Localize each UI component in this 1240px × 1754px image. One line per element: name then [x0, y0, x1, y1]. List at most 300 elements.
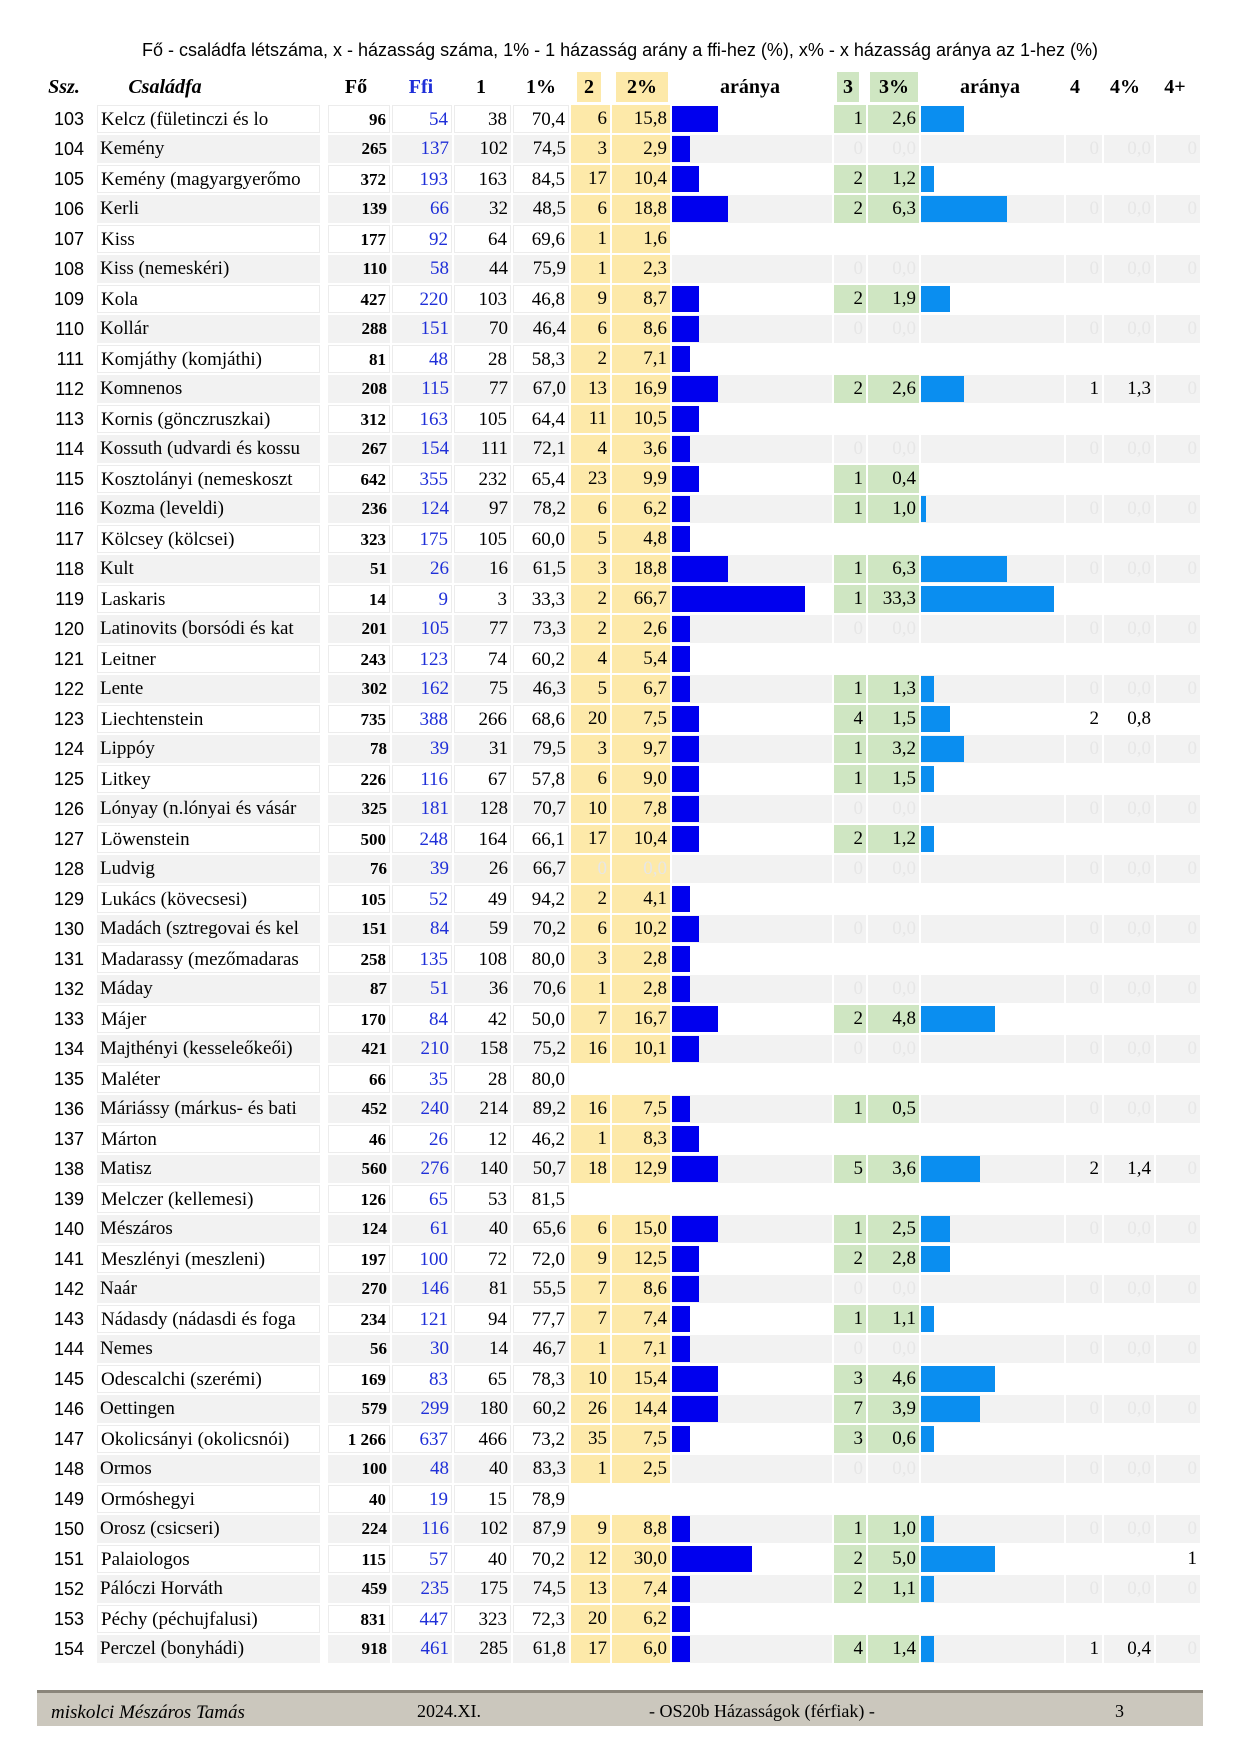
marriage-3-count: 0	[834, 795, 866, 823]
table-row	[0, 614, 1240, 644]
marriage-3-ratio-bar-cell	[921, 885, 1064, 913]
male-count-ffi: 235	[392, 1575, 452, 1603]
marriage-4plus-count	[1156, 105, 1200, 133]
marriage-4-percent: 0,0	[1104, 195, 1154, 223]
male-count-ffi: 123	[392, 645, 452, 673]
marriage-2-count: 10	[571, 795, 610, 823]
marriage-4-percent	[1104, 1005, 1154, 1033]
marriage-1-count: 64	[454, 225, 511, 253]
marriage-3-count: 1	[834, 1515, 866, 1543]
marriage-2-percent: 9,9	[612, 465, 670, 493]
row-number: 140	[53, 1219, 84, 1239]
table-row	[0, 254, 1240, 284]
header-ssz: Ssz.	[48, 76, 80, 98]
male-count-ffi: 26	[392, 1125, 452, 1153]
marriage-3-ratio-bar-cell	[921, 825, 1064, 853]
marriage-4-percent: 0,0	[1104, 555, 1154, 583]
header-csaladfa: Családfa	[128, 76, 202, 98]
marriage-2-ratio-bar-cell	[672, 405, 832, 433]
marriage-2-ratio-bar-cell	[672, 165, 832, 193]
family-name: Matisz	[97, 1155, 320, 1183]
marriage-3-count: 2	[834, 825, 866, 853]
marriage-2-ratio-bar	[672, 316, 699, 342]
marriage-1-percent: 81,5	[513, 1185, 569, 1213]
male-count-ffi: 105	[392, 615, 452, 643]
marriage-4-percent: 0,0	[1104, 135, 1154, 163]
marriage-4-count: 0	[1066, 435, 1102, 463]
headcount-fo: 323	[328, 525, 390, 553]
headcount-fo: 197	[328, 1245, 390, 1273]
marriage-2-ratio-bar-cell	[672, 1125, 832, 1153]
table-row	[0, 1334, 1240, 1364]
marriage-1-count: 102	[454, 1515, 511, 1543]
marriage-2-ratio-bar	[672, 946, 690, 972]
marriage-1-percent: 61,5	[513, 555, 569, 583]
marriage-1-percent: 87,9	[513, 1515, 569, 1543]
row-number: 121	[53, 649, 84, 669]
family-name: Kerli	[97, 195, 320, 223]
marriage-2-ratio-bar	[672, 1126, 699, 1152]
marriage-3-ratio-bar-cell	[921, 1095, 1064, 1123]
marriage-1-count: 44	[454, 255, 511, 283]
marriage-2-ratio-bar-cell	[672, 1515, 832, 1543]
male-count-ffi: 276	[392, 1155, 452, 1183]
marriage-3-percent: 1,2	[868, 825, 919, 853]
table-row	[0, 344, 1240, 374]
marriage-1-percent: 70,2	[513, 1545, 569, 1573]
marriage-3-percent: 4,8	[868, 1005, 919, 1033]
male-count-ffi: 240	[392, 1095, 452, 1123]
marriage-3-percent: 6,3	[868, 195, 919, 223]
marriage-4-percent	[1104, 945, 1154, 973]
family-name: Kult	[97, 555, 320, 583]
marriage-4-percent	[1104, 1125, 1154, 1153]
marriage-2-percent: 0,0	[612, 855, 670, 883]
marriage-3-ratio-bar	[921, 736, 964, 762]
marriage-3-ratio-bar-cell	[921, 1185, 1064, 1213]
family-name: Madách (sztregovai és kel	[97, 915, 320, 943]
marriage-1-percent: 70,2	[513, 915, 569, 943]
marriage-1-percent: 67,0	[513, 375, 569, 403]
marriage-3-ratio-bar-cell	[921, 1635, 1064, 1663]
marriage-4plus-count: 0	[1156, 255, 1200, 283]
marriage-2-ratio-bar	[672, 436, 690, 462]
marriage-2-count: 1	[571, 975, 610, 1003]
marriage-3-ratio-bar-cell	[921, 915, 1064, 943]
headcount-fo: 124	[328, 1215, 390, 1243]
marriage-1-percent: 74,5	[513, 1575, 569, 1603]
marriage-4plus-count	[1156, 1065, 1200, 1093]
marriage-3-percent	[868, 1065, 919, 1093]
marriage-4plus-count	[1156, 225, 1200, 253]
marriage-3-ratio-bar	[921, 1426, 934, 1452]
table-row	[0, 464, 1240, 494]
marriage-2-ratio-bar-cell	[672, 1395, 832, 1423]
headcount-fo: 421	[328, 1035, 390, 1063]
marriage-1-percent: 83,3	[513, 1455, 569, 1483]
marriage-4-percent	[1104, 1185, 1154, 1213]
marriage-1-count: 32	[454, 195, 511, 223]
family-name: Okolicsányi (okolicsnói)	[97, 1425, 320, 1453]
marriage-4plus-count	[1156, 285, 1200, 313]
marriage-2-ratio-bar-cell	[672, 135, 832, 163]
row-number: 135	[53, 1069, 84, 1089]
marriage-4-percent	[1104, 465, 1154, 493]
marriage-2-ratio-bar-cell	[672, 1245, 832, 1273]
marriage-2-ratio-bar-cell	[672, 1035, 832, 1063]
row-number: 131	[53, 949, 84, 969]
marriage-3-count: 7	[834, 1395, 866, 1423]
table-row	[0, 944, 1240, 974]
marriage-3-ratio-bar-cell	[921, 1395, 1064, 1423]
marriage-3-percent: 2,6	[868, 375, 919, 403]
marriage-1-percent: 89,2	[513, 1095, 569, 1123]
marriage-3-count: 0	[834, 855, 866, 883]
marriage-3-count: 0	[834, 915, 866, 943]
table-row	[0, 674, 1240, 704]
marriage-3-ratio-bar-cell	[921, 315, 1064, 343]
marriage-4plus-count	[1156, 165, 1200, 193]
table-row	[0, 1604, 1240, 1634]
marriage-2-ratio-bar-cell	[672, 855, 832, 883]
row-number: 124	[53, 739, 84, 759]
marriage-1-count: 102	[454, 135, 511, 163]
marriage-2-ratio-bar-cell	[672, 705, 832, 733]
marriage-3-ratio-bar-cell	[921, 1455, 1064, 1483]
row-number: 114	[55, 439, 84, 459]
marriage-2-ratio-bar	[672, 1006, 718, 1032]
marriage-2-ratio-bar-cell	[672, 585, 832, 613]
marriage-1-count: 53	[454, 1185, 511, 1213]
marriage-4-count	[1066, 1185, 1102, 1213]
marriage-3-ratio-bar-cell	[921, 1335, 1064, 1363]
table-row	[0, 434, 1240, 464]
marriage-2-percent	[612, 1485, 670, 1513]
marriage-1-count: 180	[454, 1395, 511, 1423]
table-row	[0, 734, 1240, 764]
marriage-2-count: 2	[571, 615, 610, 643]
marriage-2-count: 4	[571, 645, 610, 673]
marriage-3-ratio-bar-cell	[921, 1425, 1064, 1453]
marriage-3-ratio-bar-cell	[921, 165, 1064, 193]
marriage-4-count	[1066, 1605, 1102, 1633]
marriage-3-count: 3	[834, 1425, 866, 1453]
marriage-1-count: 323	[454, 1605, 511, 1633]
male-count-ffi: 9	[392, 585, 452, 613]
marriage-2-count: 7	[571, 1005, 610, 1033]
marriage-3-count: 0	[834, 315, 866, 343]
marriage-2-ratio-bar-cell	[672, 285, 832, 313]
row-number: 117	[55, 529, 84, 549]
table-row	[0, 704, 1240, 734]
row-number: 108	[53, 259, 84, 279]
marriage-2-ratio-bar	[672, 1636, 690, 1662]
male-count-ffi: 48	[392, 345, 452, 373]
marriage-3-percent: 1,9	[868, 285, 919, 313]
family-name: Nádasdy (nádasdi és foga	[97, 1305, 320, 1333]
marriage-3-ratio-bar	[921, 706, 950, 732]
marriage-4plus-count	[1156, 1125, 1200, 1153]
marriage-4plus-count: 0	[1156, 1395, 1200, 1423]
marriage-1-percent: 60,2	[513, 645, 569, 673]
marriage-3-ratio-bar-cell	[921, 675, 1064, 703]
marriage-3-percent: 0,0	[868, 255, 919, 283]
table-row	[0, 1124, 1240, 1154]
marriage-3-percent: 0,5	[868, 1095, 919, 1123]
marriage-3-count	[834, 1065, 866, 1093]
marriage-4-count	[1066, 885, 1102, 913]
marriage-4-percent: 0,8	[1127, 708, 1151, 729]
marriage-3-ratio-bar-cell	[921, 1155, 1064, 1183]
marriage-3-ratio-bar-cell	[921, 465, 1064, 493]
marriage-3-count: 2	[834, 1245, 866, 1273]
marriage-3-percent: 0,0	[868, 855, 919, 883]
marriage-3-percent	[868, 525, 919, 553]
marriage-4-count	[1066, 645, 1102, 673]
marriage-3-percent: 3,9	[868, 1395, 919, 1423]
row-number: 113	[55, 409, 84, 429]
marriage-4-percent	[1104, 1425, 1154, 1453]
marriage-1-percent: 55,5	[513, 1275, 569, 1303]
headcount-fo: 243	[328, 645, 390, 673]
marriage-3-ratio-bar-cell	[921, 645, 1064, 673]
marriage-4plus-count	[1156, 885, 1200, 913]
male-count-ffi: 35	[392, 1065, 452, 1093]
male-count-ffi: 154	[392, 435, 452, 463]
marriage-3-percent: 2,6	[868, 105, 919, 133]
marriage-4plus-count: 0	[1156, 1515, 1200, 1543]
marriage-2-percent: 7,5	[612, 705, 670, 733]
marriage-3-ratio-bar-cell	[921, 1575, 1064, 1603]
table-row	[0, 1514, 1240, 1544]
family-name: Leitner	[97, 645, 320, 673]
marriage-2-ratio-bar-cell	[672, 645, 832, 673]
marriage-4-percent: 0,0	[1104, 855, 1154, 883]
marriage-4plus-count: 0	[1156, 1335, 1200, 1363]
marriage-1-count: 72	[454, 1245, 511, 1273]
family-name: Palaiologos	[97, 1545, 320, 1573]
male-count-ffi: 135	[392, 945, 452, 973]
marriage-2-ratio-bar	[672, 556, 728, 582]
marriage-3-ratio-bar	[921, 826, 934, 852]
headcount-fo: 302	[328, 675, 390, 703]
header-3p: 3%	[870, 72, 918, 102]
marriage-1-count: 81	[454, 1275, 511, 1303]
headcount-fo: 372	[328, 165, 390, 193]
marriage-3-count: 4	[834, 705, 866, 733]
male-count-ffi: 66	[392, 195, 452, 223]
family-name: Perczel (bonyhádi)	[97, 1635, 320, 1663]
marriage-3-ratio-bar-cell	[921, 1065, 1064, 1093]
marriage-2-percent: 2,9	[612, 135, 670, 163]
row-number: 127	[53, 829, 84, 849]
marriage-1-percent: 66,1	[513, 825, 569, 853]
marriage-4plus-count: 0	[1156, 1455, 1200, 1483]
family-name: Kosztolányi (nemeskoszt	[97, 465, 320, 493]
family-name: Márton	[97, 1125, 320, 1153]
marriage-4plus-count	[1156, 1005, 1200, 1033]
marriage-2-percent: 18,8	[612, 555, 670, 583]
male-count-ffi: 65	[392, 1185, 452, 1213]
marriage-2-ratio-bar	[672, 1216, 718, 1242]
marriage-1-count: 75	[454, 675, 511, 703]
marriage-2-ratio-bar-cell	[672, 315, 832, 343]
marriage-1-count: 164	[454, 825, 511, 853]
marriage-3-ratio-bar	[921, 1306, 934, 1332]
marriage-3-ratio-bar	[921, 556, 1007, 582]
marriage-2-count: 2	[571, 345, 610, 373]
headcount-fo: 169	[328, 1365, 390, 1393]
marriage-1-count: 105	[454, 405, 511, 433]
marriage-4plus-count	[1156, 405, 1200, 433]
marriage-1-count: 40	[454, 1545, 511, 1573]
header-1: 1	[476, 76, 486, 98]
marriage-2-ratio-bar-cell	[672, 1185, 832, 1213]
marriage-3-percent: 1,1	[868, 1575, 919, 1603]
marriage-3-ratio-bar-cell	[921, 1305, 1064, 1333]
marriage-1-percent: 72,3	[513, 1605, 569, 1633]
marriage-3-ratio-bar-cell	[921, 1605, 1064, 1633]
marriage-2-percent: 66,7	[612, 585, 670, 613]
marriage-1-percent: 46,4	[513, 315, 569, 343]
marriage-4-percent: 0,0	[1104, 1095, 1154, 1123]
marriage-2-percent: 10,2	[612, 915, 670, 943]
marriage-4plus-count	[1156, 1425, 1200, 1453]
marriage-3-count: 1	[834, 555, 866, 583]
marriage-3-count: 1	[834, 675, 866, 703]
table-row	[0, 1154, 1240, 1184]
marriage-3-count: 2	[834, 1575, 866, 1603]
male-count-ffi: 175	[392, 525, 452, 553]
table-row	[0, 404, 1240, 434]
marriage-4-count: 0	[1066, 915, 1102, 943]
headcount-fo: 224	[328, 1515, 390, 1543]
marriage-4-count: 0	[1066, 1335, 1102, 1363]
marriage-3-count: 2	[834, 165, 866, 193]
marriage-2-percent: 12,9	[612, 1155, 670, 1183]
marriage-4-percent: 0,0	[1104, 1515, 1154, 1543]
header-ffi: Ffi	[408, 76, 434, 98]
marriage-2-percent: 16,9	[612, 375, 670, 403]
marriage-1-percent: 78,9	[513, 1485, 569, 1513]
marriage-2-percent: 8,3	[612, 1125, 670, 1153]
marriage-1-percent: 75,9	[513, 255, 569, 283]
marriage-2-ratio-bar-cell	[672, 825, 832, 853]
marriage-3-ratio-bar	[921, 1516, 934, 1542]
marriage-2-ratio-bar	[672, 886, 690, 912]
marriage-3-ratio-bar	[921, 286, 950, 312]
marriage-1-count: 26	[454, 855, 511, 883]
marriage-2-ratio-bar-cell	[672, 1305, 832, 1333]
marriage-3-percent: 3,6	[868, 1155, 919, 1183]
page-footer	[37, 1690, 1203, 1726]
marriage-4-percent	[1104, 1485, 1154, 1513]
marriage-4-percent	[1104, 105, 1154, 133]
marriage-2-count: 17	[571, 825, 610, 853]
row-number: 153	[53, 1609, 84, 1629]
marriage-3-count	[834, 345, 866, 373]
marriage-4-count	[1066, 105, 1102, 133]
marriage-2-count: 5	[571, 675, 610, 703]
marriage-4-count	[1066, 1305, 1102, 1333]
marriage-2-count: 26	[571, 1395, 610, 1423]
marriage-4-count: 0	[1066, 1275, 1102, 1303]
marriage-1-percent: 75,2	[513, 1035, 569, 1063]
marriage-1-percent: 69,6	[513, 225, 569, 253]
marriage-2-percent: 6,0	[612, 1635, 670, 1663]
marriage-4-percent: 0,0	[1104, 735, 1154, 763]
marriage-3-count	[834, 225, 866, 253]
marriage-3-count: 1	[834, 495, 866, 523]
marriage-3-ratio-bar-cell	[921, 855, 1064, 883]
marriage-1-count: 28	[454, 345, 511, 373]
marriage-2-percent: 1,6	[612, 225, 670, 253]
marriage-3-count	[834, 945, 866, 973]
male-count-ffi: 116	[392, 1515, 452, 1543]
family-name: Ludvig	[97, 855, 320, 883]
marriage-2-percent: 8,6	[612, 1275, 670, 1303]
row-number: 132	[53, 979, 84, 999]
marriage-2-ratio-bar-cell	[672, 465, 832, 493]
marriage-4plus-count	[1156, 465, 1200, 493]
marriage-3-ratio-bar-cell	[921, 1125, 1064, 1153]
marriage-3-ratio-bar-cell	[921, 1485, 1064, 1513]
headcount-fo: 177	[328, 225, 390, 253]
row-number: 111	[56, 349, 84, 369]
family-name: Májer	[97, 1005, 320, 1033]
marriage-1-count: 3	[454, 585, 511, 613]
marriage-1-percent: 50,0	[513, 1005, 569, 1033]
marriage-2-percent: 30,0	[612, 1545, 670, 1573]
marriage-2-count: 16	[571, 1035, 610, 1063]
marriage-1-count: 77	[454, 375, 511, 403]
marriage-3-percent	[868, 225, 919, 253]
marriage-2-percent: 12,5	[612, 1245, 670, 1273]
marriage-1-percent: 80,0	[513, 945, 569, 973]
marriage-4-percent	[1104, 1365, 1154, 1393]
marriage-2-ratio-bar	[672, 496, 690, 522]
marriage-3-ratio-bar	[921, 1216, 950, 1242]
male-count-ffi: 58	[392, 255, 452, 283]
row-number: 119	[55, 589, 84, 609]
marriage-3-ratio-bar-cell	[921, 375, 1064, 403]
male-count-ffi: 146	[392, 1275, 452, 1303]
marriage-3-ratio-bar	[921, 1156, 980, 1182]
row-number: 109	[53, 289, 84, 309]
marriage-3-ratio-bar	[921, 766, 934, 792]
marriage-1-percent: 66,7	[513, 855, 569, 883]
table-row	[0, 554, 1240, 584]
marriage-2-percent	[612, 1185, 670, 1213]
marriage-2-count: 6	[571, 495, 610, 523]
marriage-2-count: 0	[571, 855, 610, 883]
table-row	[0, 1364, 1240, 1394]
marriage-2-ratio-bar-cell	[672, 255, 832, 283]
marriage-4-count	[1066, 1365, 1102, 1393]
marriage-2-count	[571, 1185, 610, 1213]
headcount-fo: 151	[328, 915, 390, 943]
male-count-ffi: 92	[392, 225, 452, 253]
marriage-4plus-count: 0	[1156, 1035, 1200, 1063]
marriage-4plus-count: 0	[1156, 315, 1200, 343]
marriage-3-count: 0	[834, 1035, 866, 1063]
headcount-fo: 831	[328, 1605, 390, 1633]
table-row	[0, 1064, 1240, 1094]
marriage-2-ratio-bar	[672, 646, 690, 672]
headcount-fo: 14	[328, 585, 390, 613]
marriage-4-percent	[1104, 285, 1154, 313]
marriage-2-percent: 2,8	[612, 975, 670, 1003]
